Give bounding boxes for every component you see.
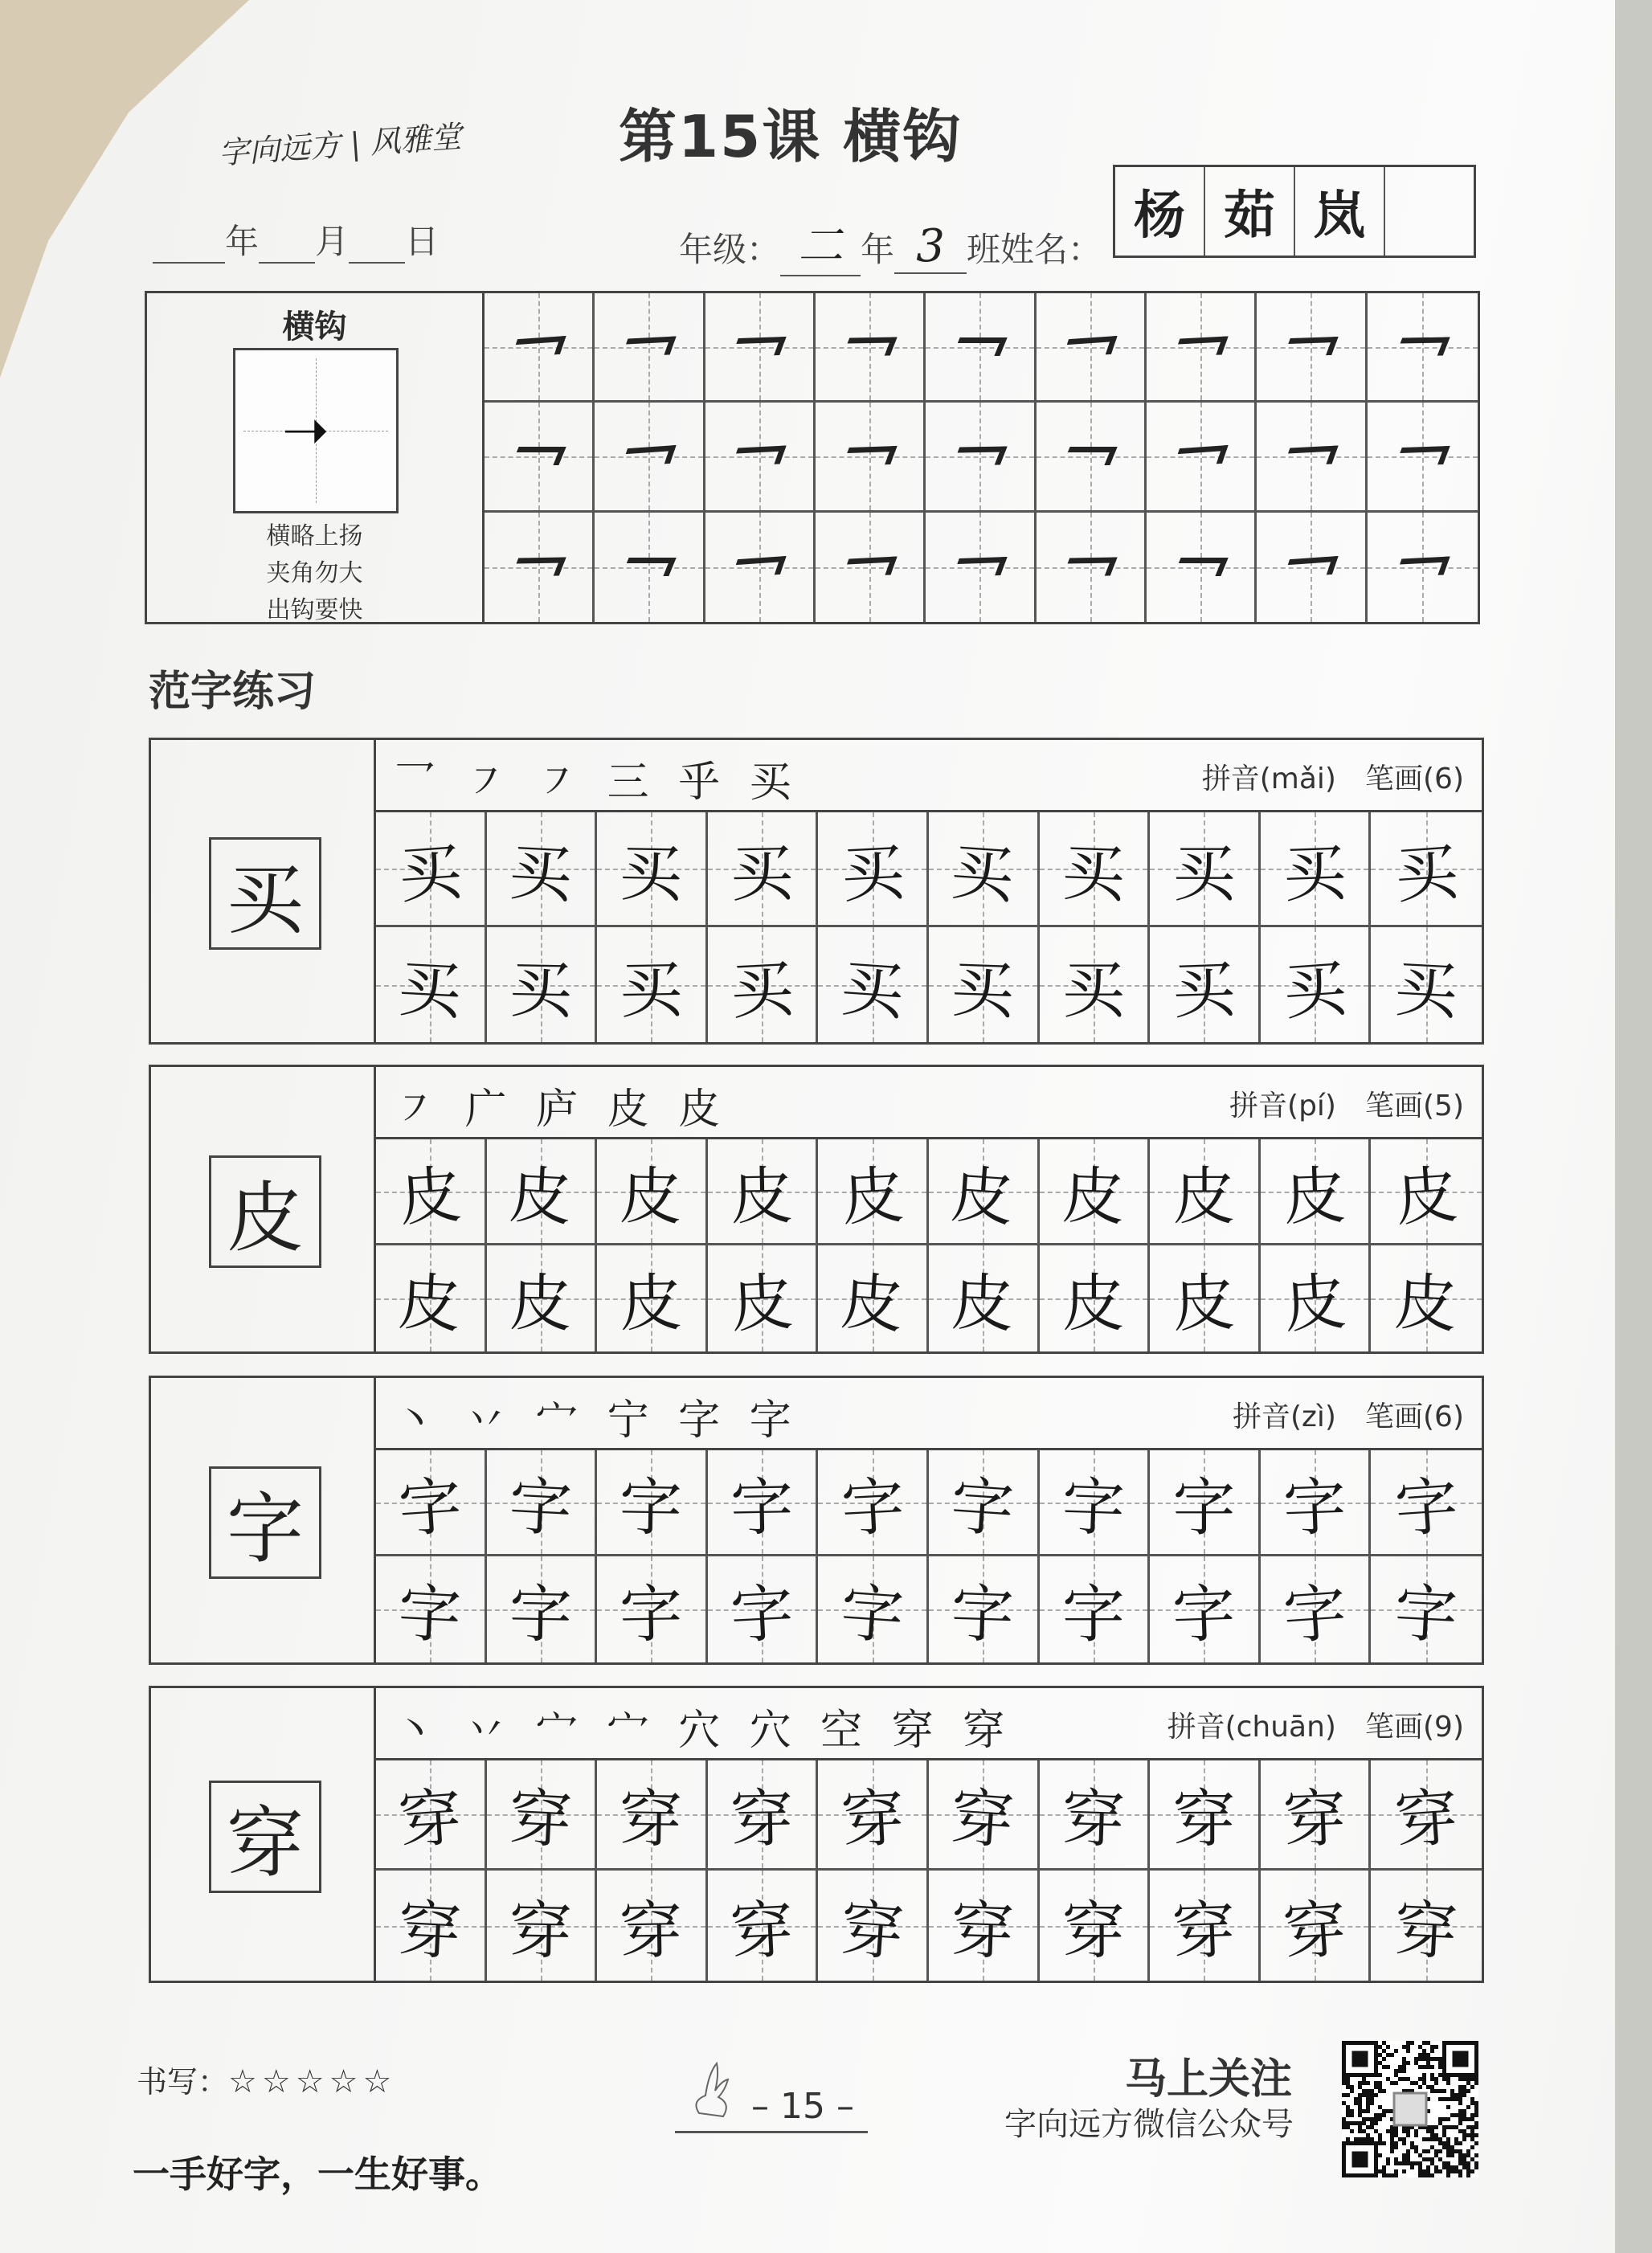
horizontal-hook-stroke-icon [621, 445, 676, 467]
practice-cell[interactable] [1150, 1245, 1261, 1351]
practice-cell[interactable] [1150, 1139, 1261, 1245]
horizontal-hook-stroke-icon [621, 337, 676, 358]
handwritten-character: 买 [838, 951, 906, 1029]
practice-cell[interactable] [708, 1556, 819, 1662]
practice-cell[interactable] [597, 1760, 708, 1871]
practice-cell[interactable] [1371, 812, 1482, 927]
practice-cell[interactable] [597, 1556, 708, 1662]
horizontal-hook-stroke-icon [952, 557, 1007, 577]
handwritten-character: 皮 [1282, 1159, 1347, 1234]
pinyin-label: 拼音(mǎi) [1201, 763, 1336, 795]
character-block-chuan [149, 1686, 1484, 1983]
practice-cell[interactable] [929, 1245, 1040, 1351]
handwritten-character: 买 [508, 953, 573, 1028]
practice-cell[interactable] [1150, 1871, 1261, 1981]
practice-cell[interactable] [929, 1139, 1040, 1245]
handwritten-character: 穿 [1061, 1782, 1127, 1858]
handwritten-character: 皮 [729, 1266, 795, 1342]
handwritten-character: 买 [839, 836, 906, 912]
handwritten-character: 字 [729, 1577, 795, 1653]
practice-cell[interactable] [818, 927, 929, 1042]
stroke-tip: 出钩要快 [266, 596, 363, 624]
stroke-practice-cell[interactable] [816, 403, 926, 512]
background-edge [1615, 0, 1652, 2253]
practice-cell[interactable] [708, 1245, 819, 1351]
handwritten-character: 字 [396, 1577, 464, 1653]
horizontal-hook-stroke-icon [511, 336, 566, 358]
handwritten-character: 字 [1281, 1576, 1349, 1654]
practice-cell[interactable] [1040, 812, 1151, 927]
handwritten-character: 买 [1281, 951, 1349, 1029]
practice-cell[interactable] [1371, 1139, 1482, 1245]
practice-cell[interactable] [929, 927, 1040, 1042]
stroke-tips [147, 518, 482, 629]
handwritten-character: 字 [1392, 1577, 1460, 1653]
stroke-name: 横钩 [282, 309, 347, 346]
model-character-column [151, 1378, 376, 1662]
handwritten-character: 皮 [507, 1159, 574, 1235]
stroke-diagram [233, 348, 399, 513]
stroke-practice-grid [485, 293, 1478, 622]
practice-cell[interactable] [597, 812, 708, 927]
date-line [153, 215, 439, 264]
practice-cell[interactable] [376, 1556, 487, 1662]
practice-cell[interactable] [1261, 1139, 1372, 1245]
horizontal-hook-stroke-icon [952, 447, 1007, 466]
practice-grid [376, 1139, 1482, 1351]
practice-grid [376, 1450, 1482, 1662]
stroke-order-sequence: 丶 丷 宀 宁 字 字 [394, 1396, 799, 1445]
handwritten-character: 穿 [1281, 1892, 1349, 1970]
stroke-practice-cell[interactable] [1257, 513, 1367, 622]
stroke-practice-cell[interactable] [926, 293, 1036, 403]
name-char-box[interactable]: 岚 [1295, 167, 1385, 256]
practice-cell[interactable] [1040, 927, 1151, 1042]
stroke-practice-cell[interactable] [926, 403, 1036, 512]
horizontal-hook-stroke-icon [842, 446, 897, 466]
character-block-zi [149, 1376, 1484, 1665]
handwritten-character: 皮 [948, 1158, 1016, 1236]
pinyin-strokes-info [1202, 756, 1464, 797]
name-label: 姓名： [1000, 230, 1102, 269]
class-label: 班 [967, 230, 1001, 269]
stroke-practice-box [145, 291, 1480, 624]
qr-code-icon[interactable] [1342, 2041, 1478, 2177]
section-title: 范字练习 [149, 668, 317, 716]
stroke-practice-cell[interactable] [1147, 293, 1257, 403]
handwritten-character: 穿 [507, 1782, 574, 1858]
handwritten-character: 买 [1282, 836, 1347, 912]
practice-cell[interactable] [1371, 1556, 1482, 1662]
handwritten-character: 穿 [730, 1783, 794, 1857]
page-title: 第15课 横钩 [619, 103, 963, 170]
handwritten-character: 皮 [839, 1159, 906, 1235]
stroke-count-label: 笔画(6) [1365, 763, 1464, 795]
model-character-column [151, 1688, 376, 1981]
practice-cell[interactable] [376, 812, 487, 927]
handwritten-character: 皮 [1392, 1158, 1461, 1236]
horizontal-hook-stroke-icon [1283, 337, 1338, 357]
practice-cell[interactable] [818, 1450, 929, 1556]
handwritten-character: 穿 [619, 1783, 684, 1857]
stroke-practice-cell[interactable] [1257, 293, 1367, 403]
practice-cell[interactable] [597, 1871, 708, 1981]
practice-cell[interactable] [487, 1871, 598, 1981]
handwritten-character: 字 [396, 1469, 464, 1547]
handwritten-character: 穿 [1282, 1782, 1347, 1858]
handwritten-character: 字 [507, 1470, 574, 1546]
horizontal-hook-stroke-icon [1395, 557, 1450, 578]
pinyin-label: 拼音(chuān) [1167, 1711, 1336, 1744]
horizontal-hook-stroke-icon [1395, 337, 1450, 357]
class-value[interactable]: 3 [894, 220, 967, 274]
stroke-practice-cell[interactable] [1147, 403, 1257, 512]
handwritten-character: 买 [1061, 954, 1125, 1027]
handwritten-character: 皮 [1392, 1266, 1460, 1342]
practice-cell[interactable] [818, 1760, 929, 1871]
stroke-practice-cell[interactable] [485, 403, 595, 512]
practice-grid [376, 1760, 1482, 1981]
handwritten-character: 穿 [1172, 1784, 1236, 1856]
horizontal-hook-stroke-icon [1395, 446, 1450, 466]
name-boxes [1113, 165, 1476, 258]
stroke-practice-cell[interactable] [1037, 513, 1147, 622]
handwritten-character: 买 [1061, 836, 1127, 912]
practice-cell[interactable] [1261, 1245, 1372, 1351]
stroke-count-label: 笔画(5) [1365, 1090, 1464, 1122]
handwritten-character: 字 [619, 1470, 684, 1545]
practice-cell[interactable] [929, 1556, 1040, 1662]
stroke-order-sequence: 丶 丷 宀 宀 穴 穴 空 穿 穿 [394, 1707, 1013, 1755]
stroke-tip: 横略上扬 [266, 522, 363, 550]
handwritten-character: 穿 [1392, 1781, 1461, 1858]
practice-cell[interactable] [1040, 1450, 1151, 1556]
practice-cell[interactable] [708, 1871, 819, 1981]
horizontal-hook-stroke-icon [1063, 336, 1118, 358]
practice-cell[interactable] [1150, 1760, 1261, 1871]
practice-cell[interactable] [929, 1871, 1040, 1981]
handwritten-character: 穿 [396, 1781, 464, 1858]
horizontal-hook-stroke-icon [842, 557, 897, 578]
stroke-practice-cell[interactable] [485, 513, 595, 622]
stroke-practice-cell[interactable] [1368, 513, 1478, 622]
stroke-count-label: 笔画(9) [1365, 1711, 1464, 1744]
practice-cell[interactable] [1261, 927, 1372, 1042]
handwritten-character: 字 [1172, 1577, 1237, 1653]
handwritten-character: 皮 [508, 1267, 573, 1341]
practice-cell[interactable] [818, 1139, 929, 1245]
horizontal-hook-stroke-icon [511, 558, 566, 577]
horizontal-hook-stroke-icon [1063, 558, 1118, 577]
practice-cell[interactable] [487, 1450, 598, 1556]
practice-cell[interactable] [929, 1450, 1040, 1556]
handwritten-character: 皮 [619, 1267, 684, 1341]
handwritten-character: 穿 [396, 1893, 464, 1969]
handwritten-character: 字 [619, 1578, 684, 1652]
pinyin-strokes-info [1233, 1394, 1464, 1435]
month-label: 月 [315, 222, 350, 261]
horizontal-hook-stroke-icon [732, 446, 787, 467]
practice-cell[interactable] [487, 812, 598, 927]
practice-cell[interactable] [708, 1450, 819, 1556]
stroke-practice-cell[interactable] [1037, 293, 1147, 403]
horizontal-hook-stroke-icon [1283, 556, 1338, 578]
practice-cell[interactable] [708, 812, 819, 927]
horizontal-hook-stroke-icon [732, 337, 787, 357]
horizontal-hook-stroke-icon [511, 447, 566, 465]
horizontal-hook-stroke-icon [1173, 337, 1228, 358]
practice-cell[interactable] [818, 1556, 929, 1662]
stroke-practice-cell[interactable] [1147, 513, 1257, 622]
page-number: – 15 – [751, 2086, 854, 2127]
stroke-order-sequence: 乛 ㇇ ㇇ 三 乎 买 [394, 758, 799, 807]
page-number-underline [675, 2131, 868, 2133]
handwritten-character: 皮 [730, 1159, 794, 1234]
handwritten-character: 买 [396, 836, 464, 913]
practice-cell[interactable] [1371, 927, 1482, 1042]
practice-cell[interactable] [1150, 1556, 1261, 1662]
character-block-pi [149, 1065, 1484, 1354]
handwritten-character: 皮 [619, 1159, 684, 1234]
rating-stars[interactable]: ☆☆☆☆☆ [228, 2063, 397, 2100]
practice-cell[interactable] [1261, 1556, 1372, 1662]
practice-cell[interactable] [1371, 1871, 1482, 1981]
handwritten-character: 皮 [1281, 1266, 1349, 1343]
horizontal-hook-stroke-icon [621, 558, 676, 576]
handwritten-character: 穿 [1392, 1893, 1460, 1969]
handwritten-character: 字 [948, 1469, 1016, 1547]
follow-text: 马上关注 [1125, 2055, 1293, 2104]
practice-cell[interactable] [1371, 1245, 1482, 1351]
model-character-column [151, 1067, 376, 1351]
handwritten-character: 穿 [839, 1782, 906, 1858]
practice-cell[interactable] [1150, 927, 1261, 1042]
practice-cell[interactable] [376, 1450, 487, 1556]
handwritten-character: 穿 [1172, 1894, 1237, 1969]
wechat-account-text: 字向远方微信公众号 [1004, 2106, 1294, 2143]
handwritten-character: 皮 [950, 1266, 1016, 1342]
practice-cell[interactable] [818, 812, 929, 927]
grade-class-line [679, 211, 1102, 276]
handwritten-character: 皮 [1061, 1159, 1127, 1234]
handwritten-character: 皮 [1172, 1160, 1236, 1233]
practice-cell[interactable] [708, 1760, 819, 1871]
handwritten-character: 买 [1172, 953, 1237, 1028]
handwritten-character: 字 [1392, 1469, 1461, 1547]
stroke-practice-cell[interactable] [816, 513, 926, 622]
stroke-order-row [376, 1378, 1482, 1450]
practice-cell[interactable] [597, 927, 708, 1042]
handwritten-character: 买 [948, 836, 1016, 913]
model-character: 穿 [209, 1781, 321, 1893]
practice-cell[interactable] [376, 1871, 487, 1981]
practice-cell[interactable] [376, 927, 487, 1042]
handwritten-character: 穿 [508, 1894, 573, 1969]
practice-cell[interactable] [376, 1760, 487, 1871]
name-char-box[interactable]: 茹 [1205, 167, 1295, 256]
handwritten-character: 买 [950, 953, 1016, 1028]
grade-label: 年级： [679, 230, 781, 269]
stroke-order-row [376, 740, 1482, 812]
handwritten-character: 字 [730, 1470, 794, 1545]
horizontal-hook-stroke-icon [842, 337, 897, 357]
practice-cell[interactable] [487, 927, 598, 1042]
handwritten-character: 字 [839, 1470, 906, 1546]
practice-cell[interactable] [708, 927, 819, 1042]
horizontal-hook-stroke-icon [1173, 445, 1228, 467]
stroke-practice-cell[interactable] [595, 513, 705, 622]
practice-cell[interactable] [818, 1245, 929, 1351]
stroke-order-row [376, 1067, 1482, 1139]
handwritten-character: 买 [396, 952, 464, 1028]
handwritten-character: 穿 [838, 1892, 906, 1970]
horizontal-hook-stroke-icon [732, 556, 787, 578]
practice-cell[interactable] [1040, 1760, 1151, 1871]
handwritten-character: 买 [1172, 838, 1236, 910]
practice-cell[interactable] [929, 1760, 1040, 1871]
grade-value[interactable]: 二 [780, 211, 861, 276]
model-character: 买 [209, 837, 321, 950]
practice-cell[interactable] [708, 1139, 819, 1245]
horizontal-hook-stroke-icon [1283, 446, 1338, 467]
handwritten-character: 皮 [1172, 1266, 1237, 1342]
practice-cell[interactable] [1261, 1871, 1372, 1981]
handwritten-character: 字 [1172, 1471, 1236, 1544]
practice-grid [376, 812, 1482, 1042]
practice-cell[interactable] [597, 1139, 708, 1245]
stroke-order-row [376, 1688, 1482, 1760]
brand-logo: 字向远方 | 风雅堂 [217, 118, 463, 171]
stroke-practice-cell[interactable] [705, 513, 816, 622]
rating-label: 书写： [137, 2064, 229, 2100]
handwritten-character: 穿 [948, 1781, 1016, 1858]
handwritten-character: 字 [508, 1578, 573, 1652]
practice-cell[interactable] [597, 1450, 708, 1556]
model-character: 字 [209, 1466, 321, 1579]
practice-cell[interactable] [487, 1760, 598, 1871]
handwritten-character: 买 [1392, 952, 1460, 1028]
practice-cell[interactable] [376, 1139, 487, 1245]
stroke-practice-cell[interactable] [705, 403, 816, 512]
handwritten-character: 皮 [1061, 1268, 1125, 1340]
handwritten-character: 皮 [396, 1266, 464, 1342]
handwritten-character: 皮 [838, 1266, 906, 1343]
day-label: 日 [405, 222, 440, 261]
handwritten-character: 买 [619, 953, 684, 1028]
practice-cell[interactable] [597, 1245, 708, 1351]
stroke-practice-cell[interactable] [1368, 293, 1478, 403]
handwritten-character: 字 [1061, 1579, 1125, 1651]
practice-cell[interactable] [1040, 1139, 1151, 1245]
writing-rating [137, 2057, 396, 2101]
handwritten-character: 买 [729, 952, 795, 1028]
name-char-box[interactable] [1385, 167, 1474, 256]
stroke-tip: 夹角勿大 [266, 559, 363, 587]
stroke-practice-cell[interactable] [1368, 403, 1478, 512]
stroke-practice-cell[interactable] [926, 513, 1036, 622]
handwritten-character: 字 [1061, 1470, 1127, 1545]
pinyin-strokes-info [1229, 1083, 1464, 1124]
stroke-practice-cell[interactable] [1037, 403, 1147, 512]
handwritten-character: 穿 [619, 1894, 684, 1969]
stroke-practice-cell[interactable] [485, 293, 595, 403]
handwritten-character: 穿 [729, 1893, 795, 1969]
practice-cell[interactable] [818, 1871, 929, 1981]
horizontal-hook-stroke-icon [1063, 447, 1118, 465]
practice-cell[interactable] [1040, 1556, 1151, 1662]
stroke-order-sequence: ㇇ 广 庐 皮 皮 [394, 1086, 729, 1134]
handwritten-character: 穿 [950, 1894, 1016, 1969]
handwritten-character: 买 [619, 837, 684, 911]
pinyin-label: 拼音(pí) [1229, 1090, 1336, 1122]
practice-cell[interactable] [1261, 812, 1372, 927]
handwritten-character: 买 [507, 836, 574, 912]
stroke-practice-cell[interactable] [595, 293, 705, 403]
practice-cell[interactable] [487, 1245, 598, 1351]
handwritten-character: 字 [1282, 1470, 1347, 1545]
handwritten-character: 字 [950, 1577, 1016, 1653]
stroke-practice-cell[interactable] [595, 403, 705, 512]
character-block-mai [149, 738, 1484, 1045]
motto: 一手好字，一生好事。 [133, 2153, 502, 2196]
stroke-count-label: 笔画(6) [1365, 1400, 1464, 1433]
name-char-box[interactable]: 杨 [1115, 167, 1205, 256]
handwritten-character: 买 [1392, 836, 1461, 913]
rabbit-icon [675, 2057, 763, 2129]
year-label: 年 [225, 222, 260, 261]
stroke-practice-cell[interactable] [1257, 403, 1367, 512]
pinyin-strokes-info [1167, 1704, 1464, 1745]
model-character: 皮 [209, 1155, 321, 1268]
practice-cell[interactable] [487, 1556, 598, 1662]
practice-cell[interactable] [1261, 1450, 1372, 1556]
stroke-practice-cell[interactable] [705, 293, 816, 403]
model-character-column [151, 740, 376, 1042]
stroke-guide [147, 293, 485, 622]
practice-cell[interactable] [376, 1245, 487, 1351]
handwritten-character: 买 [730, 837, 794, 911]
practice-cell[interactable] [487, 1139, 598, 1245]
horizontal-hook-stroke-icon: ➝ [282, 397, 329, 463]
horizontal-hook-stroke-icon [952, 337, 1007, 356]
grade-suffix: 年 [861, 230, 895, 269]
practice-cell[interactable] [1150, 812, 1261, 927]
handwritten-character: 皮 [396, 1158, 464, 1236]
handwritten-character: 字 [838, 1576, 906, 1654]
practice-cell[interactable] [1040, 1245, 1151, 1351]
practice-cell[interactable] [1261, 1760, 1372, 1871]
practice-cell[interactable] [1371, 1760, 1482, 1871]
stroke-practice-cell[interactable] [816, 293, 926, 403]
practice-cell[interactable] [1150, 1450, 1261, 1556]
practice-cell[interactable] [1040, 1871, 1151, 1981]
pinyin-label: 拼音(zì) [1232, 1400, 1336, 1433]
practice-cell[interactable] [1371, 1450, 1482, 1556]
practice-cell[interactable] [929, 812, 1040, 927]
handwritten-character: 穿 [1061, 1895, 1125, 1968]
horizontal-hook-stroke-icon [1173, 558, 1228, 576]
